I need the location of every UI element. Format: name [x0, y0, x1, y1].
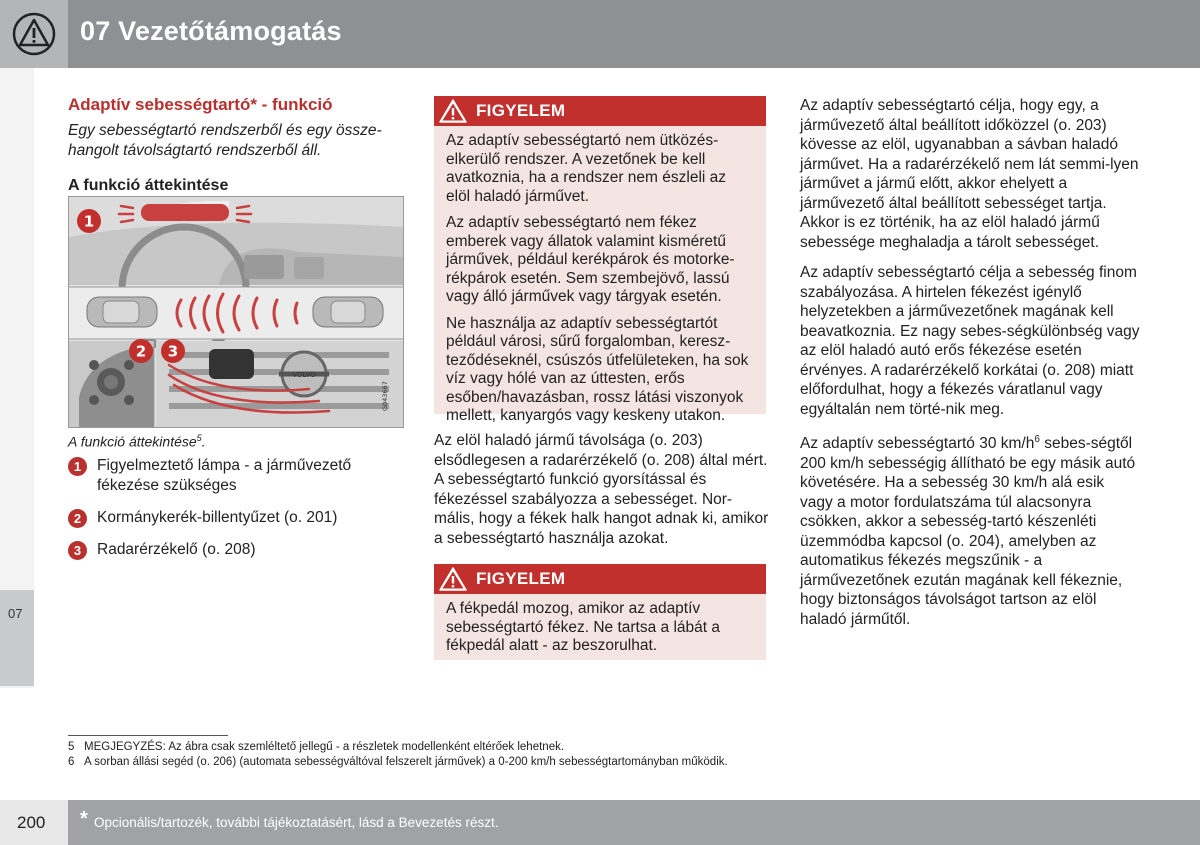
warning-paragraph: A fékpedál mozog, amikor az adaptív sebességtartó fékez. Ne tartsa a lábát a fékpedál alatt - az beszorulhat.: [446, 600, 720, 654]
section-intro: [68, 95, 403, 195]
page-number-box: [0, 800, 68, 845]
warning-paragraph: Ne használja az adaptív sebességtartót például városi, sűrű forgalomban, keresz-teződéseknél, csúszós útfelületeken, ha sok víz vagy hólé van az úttesten, erős esőben/havazásban, rossz látási viszonyok mellett, kanyargós vagy keskeny utakon.: [446, 314, 749, 424]
footnote: 5 MEGJEGYZÉS: Az ábra csak szemléltető jellegű - a részletek modellenként eltérőek lehetnek.: [68, 741, 565, 753]
right-column: [800, 96, 1140, 640]
body-paragraph: Az adaptív sebességtartó 30 $km/h^6$ sebes-ségtől 200 km/h sebességig állítható be egy másik autó követésére. Ha a sebesség 30 km/h alá esik vagy a motor fordulatszáma túl alacsonyra csökken, akkor a sebesség-tartó készenléti üzemmódba kapcsol (o. 204), amelyben az automatikus fékezés megszűnik - a járművezetőnek ezután magának kell fékeznie, hogy biztonságos távolságot tartson az elöl haladó járműtől.: [800, 434, 1136, 628]
figure-caption: A funkció áttekintése$^5$.: [68, 433, 206, 450]
legend-number-badge: 3: [68, 541, 87, 560]
warning-triangle-icon: [438, 98, 468, 124]
section-subtitle: Egy sebességtartó rendszerből és egy össze-hangolt távolságtartó rendszerből áll.: [68, 122, 382, 159]
car-ahead-icon: [313, 297, 383, 327]
svg-text:2: 2: [135, 342, 147, 361]
footnote: 6 A sorban állási segéd (o. 206) (automata sebességváltóval felszerelt járművek) a 0-200 km/h sebességtartományban működik.: [68, 756, 728, 768]
footer-bar: [68, 800, 1200, 845]
warning-triangle-icon: [0, 0, 68, 68]
figure-badge-3: [161, 339, 185, 363]
figure-legend: [68, 456, 398, 572]
legend-item: [68, 508, 398, 528]
warning-header: [434, 564, 766, 594]
page-number: 200: [17, 813, 46, 832]
warning-triangle-icon: [438, 566, 468, 592]
chapter-side-tab: [0, 590, 34, 686]
footer-asterisk: *: [80, 808, 88, 830]
svg-text:1: 1: [83, 212, 95, 231]
own-car-icon: [87, 297, 157, 327]
warning-header: [434, 96, 766, 126]
figure-badge-1: [77, 209, 101, 233]
legend-item: [68, 540, 398, 560]
footnote-divider: [68, 735, 228, 736]
warning-title: FIGYELEM: [476, 569, 566, 588]
footnotes: [68, 740, 728, 770]
body-paragraph: Az elöl haladó jármű távolsága (o. 203) elsődlegesen a radarérzékelő (o. 208) által mért. A sebességtartó funkció gyorsítással és fékezéssel szabályozza a sebességet. Nor-mális, hogy a fékek halk hangot adnak ki, amikor a sebességtartó használja azokat.: [434, 432, 769, 547]
warning-box: [434, 96, 766, 424]
warning-paragraph: Az adaptív sebességtartó nem ütközés-elkerülő rendszer. A vezetőnek be kell avatkoznia, ha a rendszer nem észleli az elöl haladó járművet.: [446, 132, 727, 205]
legend-text: Radarérzékelő (o. 208): [97, 541, 256, 558]
body-paragraph: Az adaptív sebességtartó célja, hogy egy, a járművezető által beállított időközzel (o. 203) kövesse az elöl, ugyanabban a sávban haladó járművet. Ha a radarérzékelő nem lát semmi-lyen járművet a jármű előtt, akkor ehelyett a járművezető által beállított sebességet tartja. Akkor is ez történik, ha az elöl haladó jármű sebessége meghaladja a tárolt sebességet.: [800, 97, 1139, 251]
body-paragraph: Az adaptív sebességtartó célja a sebesség finom szabályozása. A hirtelen fékezést igénylő helyzetekben a járművezetőnek magának kell beavatkoznia. Ez nagy sebes-ségkülönbség vagy az elöl haladó autó erős fékezése esetén érvényes. A radarérzékelő korkátai (o. 208) miatt előfordulhat, hogy a fékezés váratlanul vagy egyáltalán nem törté-nik meg.: [800, 264, 1140, 418]
warning-body: [434, 594, 766, 674]
legend-text: Kormánykerék-billentyűzet (o. 201): [97, 509, 338, 526]
legend-item: [68, 456, 398, 496]
figure-badge-2: [129, 339, 153, 363]
function-overview-illustration: [69, 197, 403, 427]
warning-body: [434, 126, 766, 444]
legend-text: Figyelmeztető lámpa - a járművezető fékezése szükséges: [97, 457, 352, 494]
svg-text:VOLVO: VOLVO: [292, 371, 316, 379]
legend-number-badge: 2: [68, 509, 87, 528]
footer-text: Opcionális/tartozék, további tájékoztatásért, lásd a Bevezetés részt.: [94, 815, 499, 830]
chapter-side-tab-label: 07: [8, 606, 23, 621]
overview-title: A funkció áttekintése: [68, 177, 229, 194]
figure-code: G043667: [381, 381, 389, 411]
warning-box: [434, 564, 766, 660]
section-title: Adaptív sebességtartó* - funkció: [68, 95, 333, 114]
warning-title: FIGYELEM: [476, 101, 566, 120]
chapter-title: 07 Vezetőtámogatás: [80, 16, 342, 46]
legend-number-badge: 1: [68, 457, 87, 476]
warning-paragraph: Az adaptív sebességtartó nem fékez emberek vagy állatok valamint kisméretű járművek, például kerékpárok és motorke-rékpárok esetén. Sem szembejövő, lassú vagy álló járművek vagy tárgyak esetén.: [446, 214, 735, 305]
chapter-header: [0, 0, 1200, 68]
function-overview-figure: [68, 196, 404, 428]
svg-text:3: 3: [167, 342, 179, 361]
